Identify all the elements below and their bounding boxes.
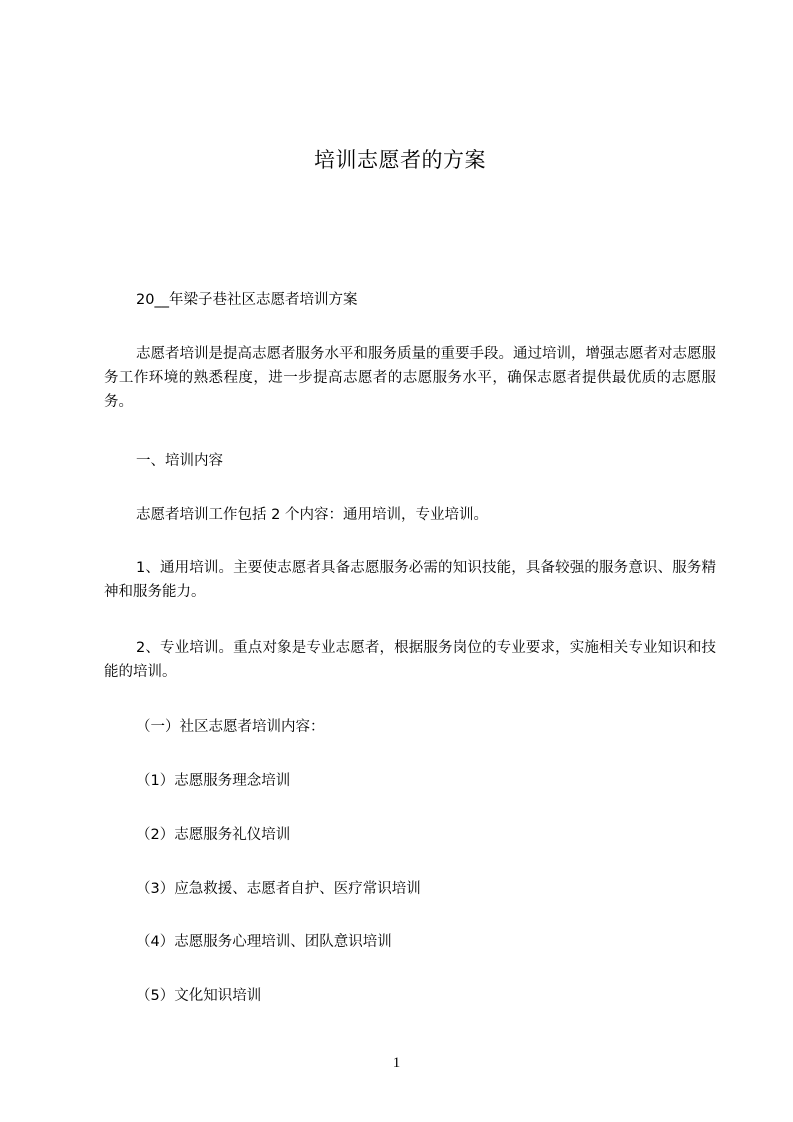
section-heading-training-content: 一、培训内容 [136,453,223,469]
intro-paragraph: 志愿者培训是提高志愿者服务水平和服务质量的重要手段。通过培训，增强志愿者对志愿服务工作环境的熟悉程度，进一步提高志愿者的志愿服务水平，确保志愿者提供最优质的志愿服务。 [104,346,716,410]
list-item: （1）志愿服务理念培训 [136,773,291,789]
list-item: （2）志愿服务礼仪培训 [136,827,291,843]
list-item: （4）志愿服务心理培训、团队意识培训 [136,934,392,950]
section-summary: 志愿者培训工作包括 2 个内容：通用培训，专业培训。 [136,507,488,523]
document-subtitle: 20__年梁子巷社区志愿者培训方案 [136,292,358,308]
page-number: 1 [392,1055,401,1071]
list-item: （3）应急救援、志愿者自护、医疗常识培训 [136,881,421,897]
professional-training-paragraph: 2、专业培训。重点对象是专业志愿者，根据服务岗位的专业要求，实施相关专业知识和技能的培训。 [104,640,716,680]
list-item: （5）文化知识培训 [136,988,262,1004]
community-training-subheading: （一）社区志愿者培训内容： [136,719,325,735]
document-title: 培训志愿者的方案 [314,148,486,172]
general-training-paragraph: 1、通用培训。主要使志愿者具备志愿服务必需的知识技能，具备较强的服务意识、服务精神和服务能力。 [104,560,716,600]
